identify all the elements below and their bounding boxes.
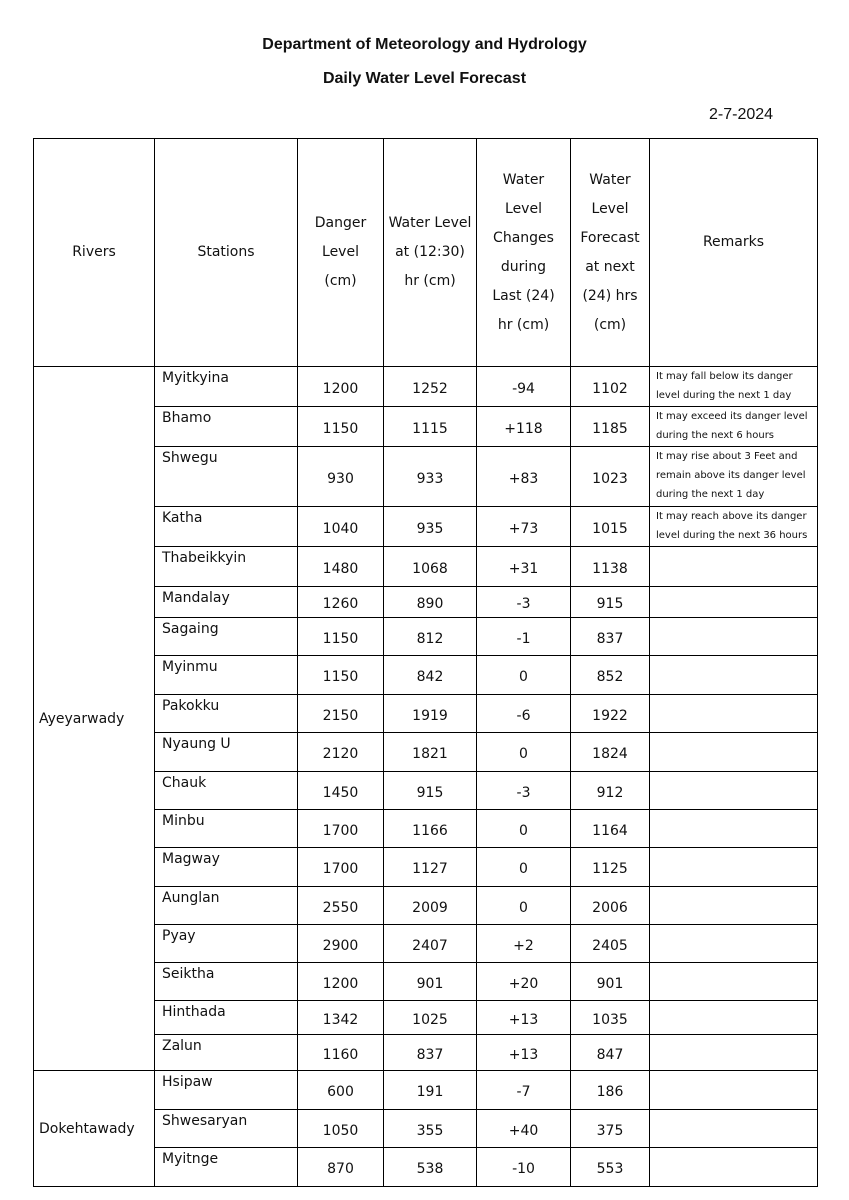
level-change-cell: 0 [477, 848, 571, 887]
remark-cell: It may reach above its danger level during the next 36 hours [650, 507, 818, 547]
forecast-cell: 2006 [571, 887, 650, 925]
danger-level-cell: 1700 [298, 848, 384, 887]
remark-cell [650, 656, 818, 695]
station-name: Sagaing [155, 618, 298, 656]
remark-cell [650, 1035, 818, 1071]
danger-level-cell: 2120 [298, 733, 384, 772]
table-row [34, 367, 818, 407]
col-header-water-level: Water Level at (12:30) hr (cm) [384, 139, 477, 367]
danger-level-cell: 1200 [298, 367, 384, 407]
remark-cell [650, 963, 818, 1001]
station-name: Myinmu [155, 656, 298, 695]
station-name: Myitnge [155, 1148, 298, 1187]
remark-cell: It may rise about 3 Feet and remain above its danger level during the next 1 day [650, 447, 818, 507]
station-name: Minbu [155, 810, 298, 848]
station-name: Shwesaryan [155, 1110, 298, 1148]
station-name: Pakokku [155, 695, 298, 733]
station-name: Shwegu [155, 447, 298, 507]
water-level-cell: 935 [384, 507, 477, 547]
station-name: Mandalay [155, 587, 298, 618]
danger-level-cell: 1260 [298, 587, 384, 618]
water-level-cell: 915 [384, 772, 477, 810]
remark-cell: It may exceed its danger level during the next 6 hours [650, 407, 818, 447]
water-level-cell: 837 [384, 1035, 477, 1071]
water-level-cell: 901 [384, 963, 477, 1001]
station-name: Seiktha [155, 963, 298, 1001]
danger-level-cell: 870 [298, 1148, 384, 1187]
remark-cell: It may fall below its danger level during the next 1 day [650, 367, 818, 407]
forecast-cell: 1023 [571, 447, 650, 507]
water-level-cell: 2009 [384, 887, 477, 925]
station-name: Hsipaw [155, 1071, 298, 1110]
station-name: Bhamo [155, 407, 298, 447]
forecast-cell: 847 [571, 1035, 650, 1071]
forecast-cell: 1138 [571, 547, 650, 587]
remark-cell [650, 733, 818, 772]
remark-cell [650, 887, 818, 925]
remark-cell [650, 1001, 818, 1035]
remark-cell [650, 695, 818, 733]
water-level-cell: 2407 [384, 925, 477, 963]
level-change-cell: -7 [477, 1071, 571, 1110]
level-change-cell: +13 [477, 1001, 571, 1035]
remark-cell [650, 810, 818, 848]
forecast-cell: 1015 [571, 507, 650, 547]
remark-cell [650, 1148, 818, 1187]
danger-level-cell: 1040 [298, 507, 384, 547]
water-level-cell: 933 [384, 447, 477, 507]
forecast-cell: 1922 [571, 695, 650, 733]
forecast-cell: 375 [571, 1110, 650, 1148]
level-change-cell: -6 [477, 695, 571, 733]
forecast-cell: 1035 [571, 1001, 650, 1035]
water-level-cell: 191 [384, 1071, 477, 1110]
header-row [34, 139, 818, 367]
forecast-cell: 912 [571, 772, 650, 810]
water-level-cell: 812 [384, 618, 477, 656]
level-change-cell: 0 [477, 656, 571, 695]
forecast-cell: 915 [571, 587, 650, 618]
level-change-cell: +73 [477, 507, 571, 547]
water-level-cell: 1252 [384, 367, 477, 407]
station-name: Katha [155, 507, 298, 547]
danger-level-cell: 1700 [298, 810, 384, 848]
danger-level-cell: 1150 [298, 618, 384, 656]
danger-level-cell: 1150 [298, 407, 384, 447]
level-change-cell: -94 [477, 367, 571, 407]
forecast-cell: 837 [571, 618, 650, 656]
station-name: Magway [155, 848, 298, 887]
remark-cell [650, 925, 818, 963]
level-change-cell: -3 [477, 587, 571, 618]
water-level-cell: 842 [384, 656, 477, 695]
water-level-cell: 1919 [384, 695, 477, 733]
level-change-cell: +20 [477, 963, 571, 1001]
forecast-cell: 852 [571, 656, 650, 695]
danger-level-cell: 1050 [298, 1110, 384, 1148]
col-header-forecast: Water Level Forecast at next (24) hrs (cm) [571, 139, 650, 367]
remark-cell [650, 1110, 818, 1148]
level-change-cell: 0 [477, 733, 571, 772]
forecast-cell: 553 [571, 1148, 650, 1187]
forecast-cell: 2405 [571, 925, 650, 963]
level-change-cell: +31 [477, 547, 571, 587]
water-level-table [33, 138, 818, 1187]
water-level-cell: 538 [384, 1148, 477, 1187]
remark-cell [650, 848, 818, 887]
remark-cell [650, 772, 818, 810]
water-level-cell: 1068 [384, 547, 477, 587]
level-change-cell: +83 [477, 447, 571, 507]
station-name: Hinthada [155, 1001, 298, 1035]
water-level-cell: 1025 [384, 1001, 477, 1035]
river-name: Ayeyarwady [34, 367, 155, 1071]
remark-cell [650, 547, 818, 587]
forecast-cell: 1185 [571, 407, 650, 447]
station-name: Chauk [155, 772, 298, 810]
level-change-cell: +13 [477, 1035, 571, 1071]
col-header-stations: Stations [155, 139, 298, 367]
col-header-remarks: Remarks [650, 139, 818, 367]
danger-level-cell: 1342 [298, 1001, 384, 1035]
col-header-rivers: Rivers [34, 139, 155, 367]
department-title: Department of Meteorology and Hydrology [262, 36, 587, 53]
danger-level-cell: 1450 [298, 772, 384, 810]
danger-level-cell: 2550 [298, 887, 384, 925]
danger-level-cell: 1160 [298, 1035, 384, 1071]
water-level-cell: 355 [384, 1110, 477, 1148]
station-name: Myitkyina [155, 367, 298, 407]
level-change-cell: -1 [477, 618, 571, 656]
station-name: Thabeikkyin [155, 547, 298, 587]
forecast-cell: 1102 [571, 367, 650, 407]
col-header-level-changes: Water Level Changes during Last (24) hr (cm) [477, 139, 571, 367]
remark-cell [650, 618, 818, 656]
water-level-cell: 1115 [384, 407, 477, 447]
water-level-cell: 890 [384, 587, 477, 618]
remark-cell [650, 1071, 818, 1110]
station-name: Aunglan [155, 887, 298, 925]
forecast-cell: 1824 [571, 733, 650, 772]
station-name: Zalun [155, 1035, 298, 1071]
river-name: Dokehtawady [34, 1071, 155, 1187]
station-name: Nyaung U [155, 733, 298, 772]
remark-cell [650, 587, 818, 618]
level-change-cell: +40 [477, 1110, 571, 1148]
danger-level-cell: 2150 [298, 695, 384, 733]
water-level-cell: 1127 [384, 848, 477, 887]
danger-level-cell: 1200 [298, 963, 384, 1001]
danger-level-cell: 2900 [298, 925, 384, 963]
danger-level-cell: 930 [298, 447, 384, 507]
level-change-cell: +118 [477, 407, 571, 447]
level-change-cell: 0 [477, 887, 571, 925]
table-row [34, 1071, 818, 1110]
forecast-cell: 901 [571, 963, 650, 1001]
report-title: Daily Water Level Forecast [322, 70, 527, 87]
danger-level-cell: 600 [298, 1071, 384, 1110]
level-change-cell: -10 [477, 1148, 571, 1187]
station-name: Pyay [155, 925, 298, 963]
col-header-danger-level: Danger Level (cm) [298, 139, 384, 367]
danger-level-cell: 1480 [298, 547, 384, 587]
level-change-cell: 0 [477, 810, 571, 848]
forecast-cell: 186 [571, 1071, 650, 1110]
forecast-cell: 1125 [571, 848, 650, 887]
forecast-cell: 1164 [571, 810, 650, 848]
report-date: 2-7-2024 [709, 106, 774, 123]
water-level-cell: 1821 [384, 733, 477, 772]
level-change-cell: +2 [477, 925, 571, 963]
water-level-cell: 1166 [384, 810, 477, 848]
danger-level-cell: 1150 [298, 656, 384, 695]
level-change-cell: -3 [477, 772, 571, 810]
